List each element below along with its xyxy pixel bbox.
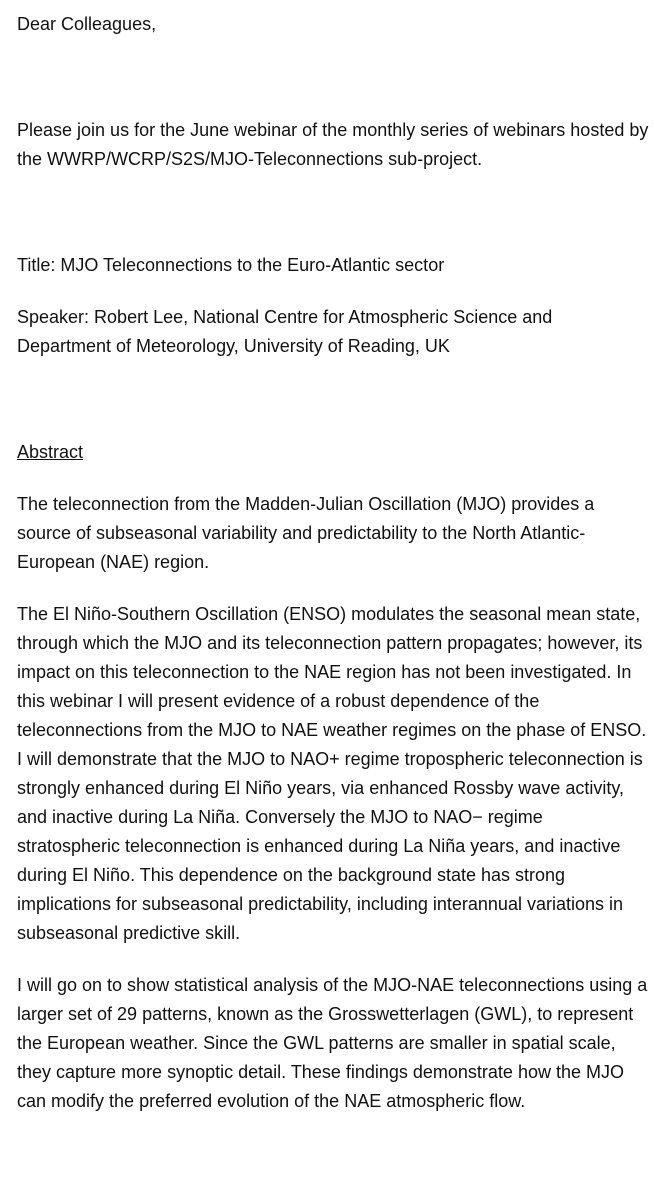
abstract-paragraph-3: I will go on to show statistical analysis of the MJO-NAE teleconnections using a larger set of 29 patterns, known as the Grosswetterlagen (GWL), to represent the European weather. Since the GWL patterns are smaller in spatial scale, they capture more synoptic detail. These findings demonstrate how the MJO can modify the preferred evolution of the NAE atmospheric flow. <box>17 975 648 1111</box>
greeting: Dear Colleagues, <box>17 14 157 34</box>
abstract-paragraph-2: The El Niño-Southern Oscillation (ENSO) modulates the seasonal mean state, through which the MJO and its teleconnection pattern propagates; however, its impact on this teleconnection to the NAE region has not been investigated. In this webinar I will present evidence of a robust dependence of the teleconnections from the MJO to NAE weather regimes on the phase of ENSO. I will demonstrate that the MJO to NAO+ regime tropospheric teleconnection is strongly enhanced during El Niño years, via enhanced Rossby wave activity, and inactive during La Niña. Conversely the MJO to NAO− regime stratospheric teleconnection is enhanced during La Niña years, and inactive during El Niño. This dependence on the background state has strong implications for subseasonal predictability, including interannual variations in subseasonal predictive skill. <box>17 604 647 943</box>
speaker-info: Speaker: Robert Lee, National Centre for Atmospheric Science and Department of Meteorology, University of Reading, UK <box>17 307 553 356</box>
abstract-paragraph-1: The teleconnection from the Madden-Julian Oscillation (MJO) provides a source of subseasonal variability and predictability to the North Atlantic-European (NAE) region. <box>17 494 595 572</box>
abstract-heading: Abstract <box>17 442 84 462</box>
intro-paragraph: Please join us for the June webinar of the monthly series of webinars hosted by the WWRP/WCRP/S2S/MJO-Teleconnections sub-project. <box>17 120 649 169</box>
webinar-title: Title: MJO Teleconnections to the Euro-Atlantic sector <box>17 255 445 275</box>
